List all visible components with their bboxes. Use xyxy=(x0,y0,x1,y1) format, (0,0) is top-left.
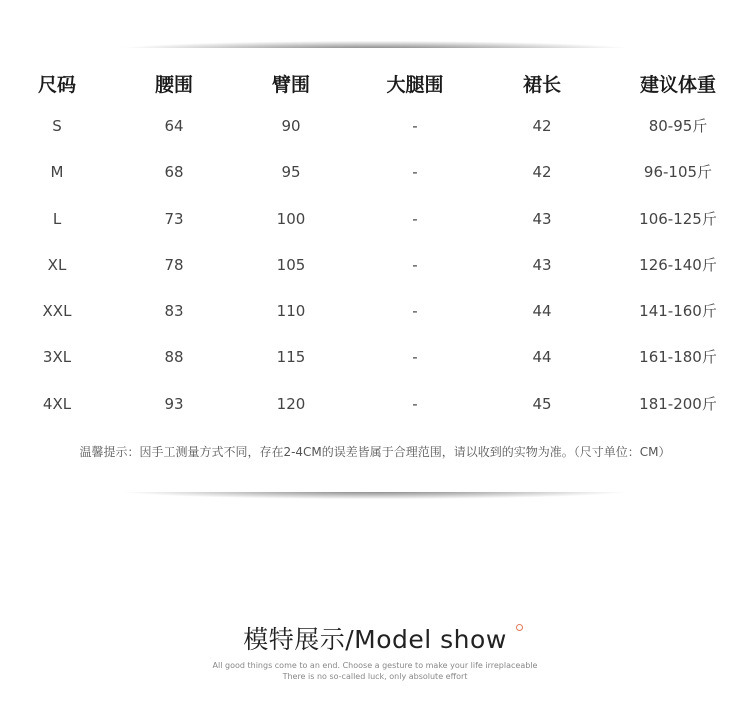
cell-waist: 93 xyxy=(164,395,184,413)
cell-waist: 83 xyxy=(164,302,184,320)
cell-waist: 78 xyxy=(164,256,184,274)
cell-waist: 73 xyxy=(164,210,184,228)
circle-accent-icon xyxy=(516,624,523,631)
cell-arm: 90 xyxy=(281,117,301,135)
cell-size: S xyxy=(52,117,62,135)
cell-size: 4XL xyxy=(42,395,72,413)
cell-weight: 80-95斤 xyxy=(648,117,708,135)
cell-arm: 100 xyxy=(276,210,306,228)
cell-weight: 106-125斤 xyxy=(639,210,717,228)
cell-size: 3XL xyxy=(42,348,72,366)
cell-waist: 88 xyxy=(164,348,184,366)
cell-skirt-length: 42 xyxy=(532,163,552,181)
cell-skirt-length: 44 xyxy=(532,302,552,320)
cell-skirt-length: 42 xyxy=(532,117,552,135)
header-size: 尺码 xyxy=(37,74,76,96)
cell-waist: 68 xyxy=(164,163,184,181)
header-weight: 建议体重 xyxy=(639,74,716,96)
cell-thigh: - xyxy=(412,163,418,181)
cell-thigh: - xyxy=(412,117,418,135)
cell-arm: 95 xyxy=(281,163,301,181)
header-skirt-length: 裙长 xyxy=(522,74,561,96)
cell-weight: 126-140斤 xyxy=(639,256,717,274)
table-row xyxy=(0,342,750,372)
table-row xyxy=(0,296,750,326)
header-arm: 臂围 xyxy=(271,74,310,96)
cell-weight: 141-160斤 xyxy=(639,302,717,320)
cell-thigh: - xyxy=(412,395,418,413)
top-shadow xyxy=(0,28,750,50)
cell-weight: 96-105斤 xyxy=(643,163,713,181)
cell-arm: 115 xyxy=(276,348,306,366)
cell-skirt-length: 44 xyxy=(532,348,552,366)
cell-arm: 110 xyxy=(276,302,306,320)
table-header xyxy=(0,70,750,100)
section-title: 模特展示/Model show xyxy=(243,625,507,654)
table-row xyxy=(0,157,750,187)
cell-skirt-length: 45 xyxy=(532,395,552,413)
cell-size: L xyxy=(52,210,62,228)
cell-thigh: - xyxy=(412,302,418,320)
cell-thigh: - xyxy=(412,210,418,228)
cell-skirt-length: 43 xyxy=(532,256,552,274)
table-row xyxy=(0,204,750,234)
table-row xyxy=(0,389,750,419)
cell-thigh: - xyxy=(412,348,418,366)
cell-skirt-length: 43 xyxy=(532,210,552,228)
cell-weight: 161-180斤 xyxy=(639,348,717,366)
measurement-note: 温馨提示：因手工测量方式不同，存在2-4CM的误差皆属于合理范围，请以收到的实物为准。（尺寸单位：CM） xyxy=(79,445,671,459)
bottom-shadow xyxy=(0,490,750,512)
cell-thigh: - xyxy=(412,256,418,274)
header-waist: 腰围 xyxy=(154,74,193,96)
table-row xyxy=(0,250,750,280)
cell-size: XXL xyxy=(42,302,72,320)
size-chart-card xyxy=(0,48,750,492)
cell-waist: 64 xyxy=(164,117,184,135)
table-row xyxy=(0,111,750,141)
cell-arm: 105 xyxy=(276,256,306,274)
cell-size: M xyxy=(50,163,64,181)
cell-arm: 120 xyxy=(276,395,306,413)
tagline-line-2: There is no so-called luck, only absolute effort xyxy=(282,672,468,681)
cell-size: XL xyxy=(47,256,67,274)
tagline-line-1: All good things come to an end. Choose a gesture to make your life irreplaceable xyxy=(212,661,538,670)
header-thigh: 大腿围 xyxy=(386,74,444,96)
cell-weight: 181-200斤 xyxy=(639,395,717,413)
